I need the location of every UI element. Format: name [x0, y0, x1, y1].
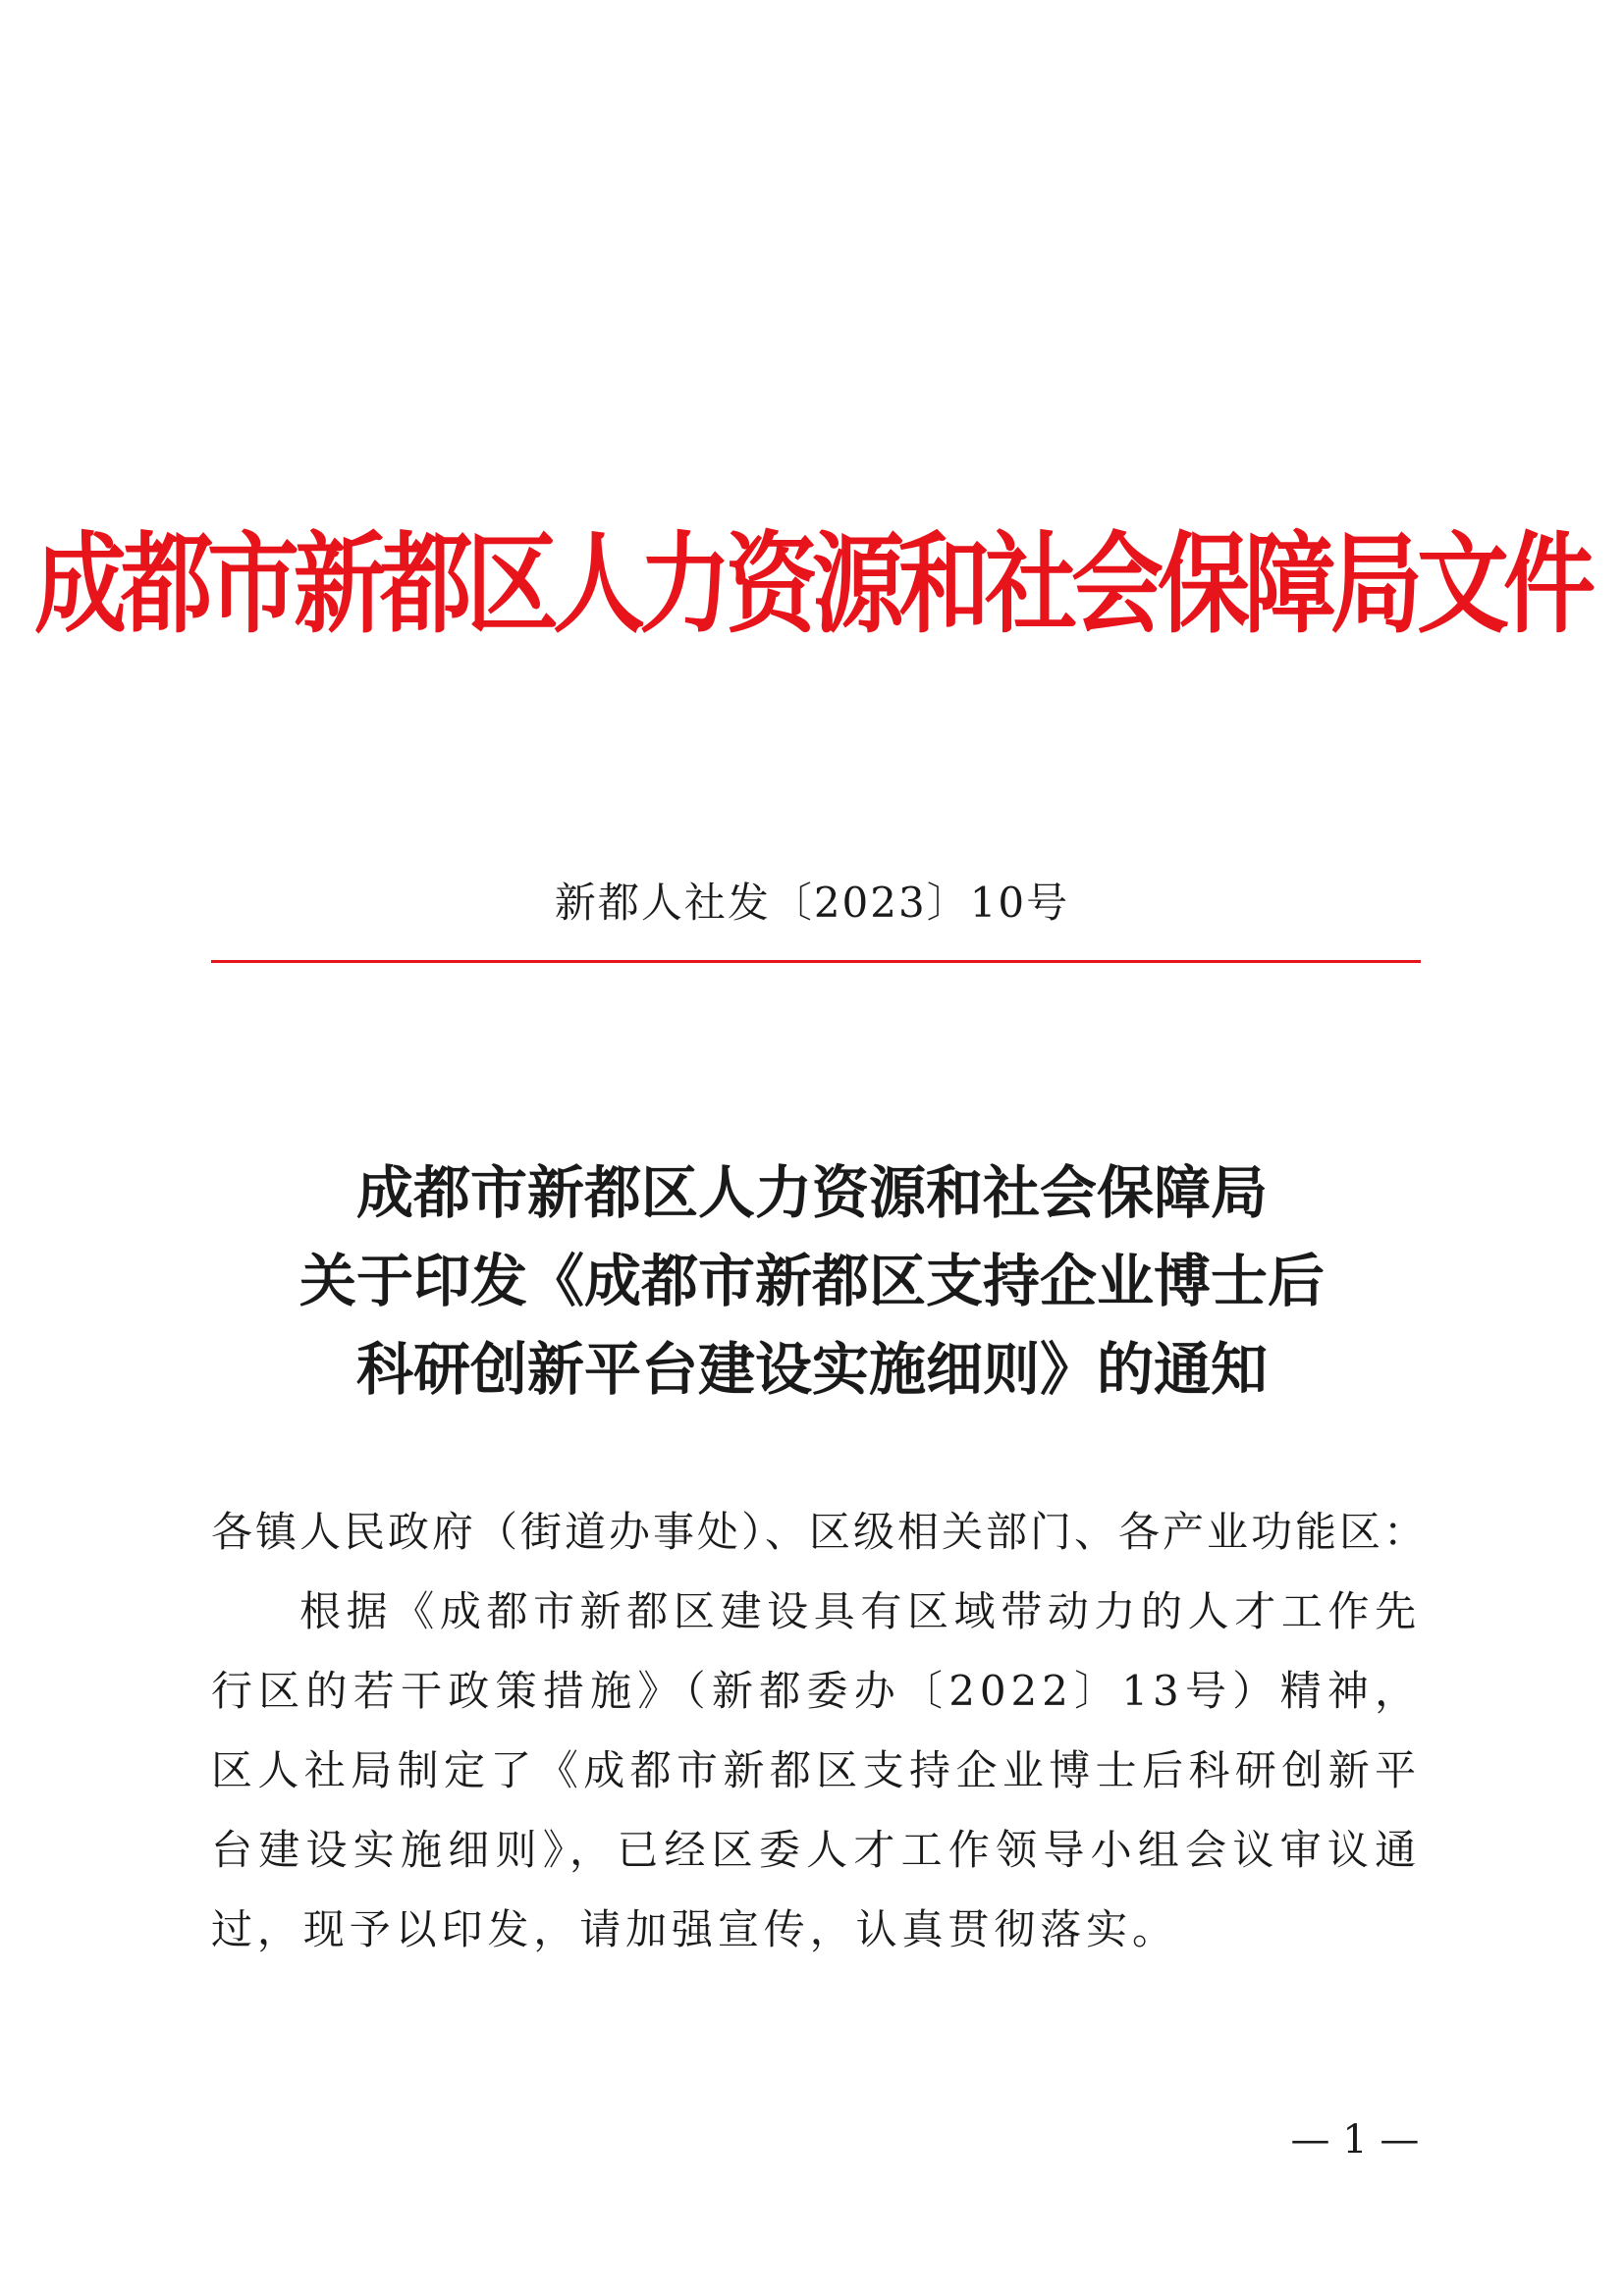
notice-title-line-2: 关于印发《成都市新都区支持企业博士后 — [298, 1248, 1325, 1314]
masthead-title: 成都市新都区人力资源和社会保障局文件 — [33, 521, 1590, 649]
document-number: 新都人社发〔2023〕10号 — [554, 879, 1070, 927]
page-number: — 1 — — [1290, 2117, 1420, 2163]
notice-title-line-3: 科研创新平台建设实施细则》的通知 — [355, 1336, 1268, 1403]
notice-title — [0, 1148, 1624, 1414]
red-divider-line — [211, 960, 1421, 963]
notice-body — [211, 1492, 1429, 1969]
body-paragraph: 根据《成都市新都区建设具有区域带动力的人才工作先行区的若干政策措施》（新都委办〔2022〕13号）精神，区人社局制定了《成都市新都区支持企业博士后科研创新平台建设实施细则》，已经区委人才工作领导小组会议审议通过，现予以印发，请加强宣传，认真贯彻落实。 — [211, 1587, 1421, 1953]
salutation: 各镇人民政府（街道办事处）、区级相关部门、各产业功能区： — [211, 1508, 1429, 1556]
notice-title-line-1: 成都市新都区人力资源和社会保障局 — [355, 1159, 1268, 1226]
